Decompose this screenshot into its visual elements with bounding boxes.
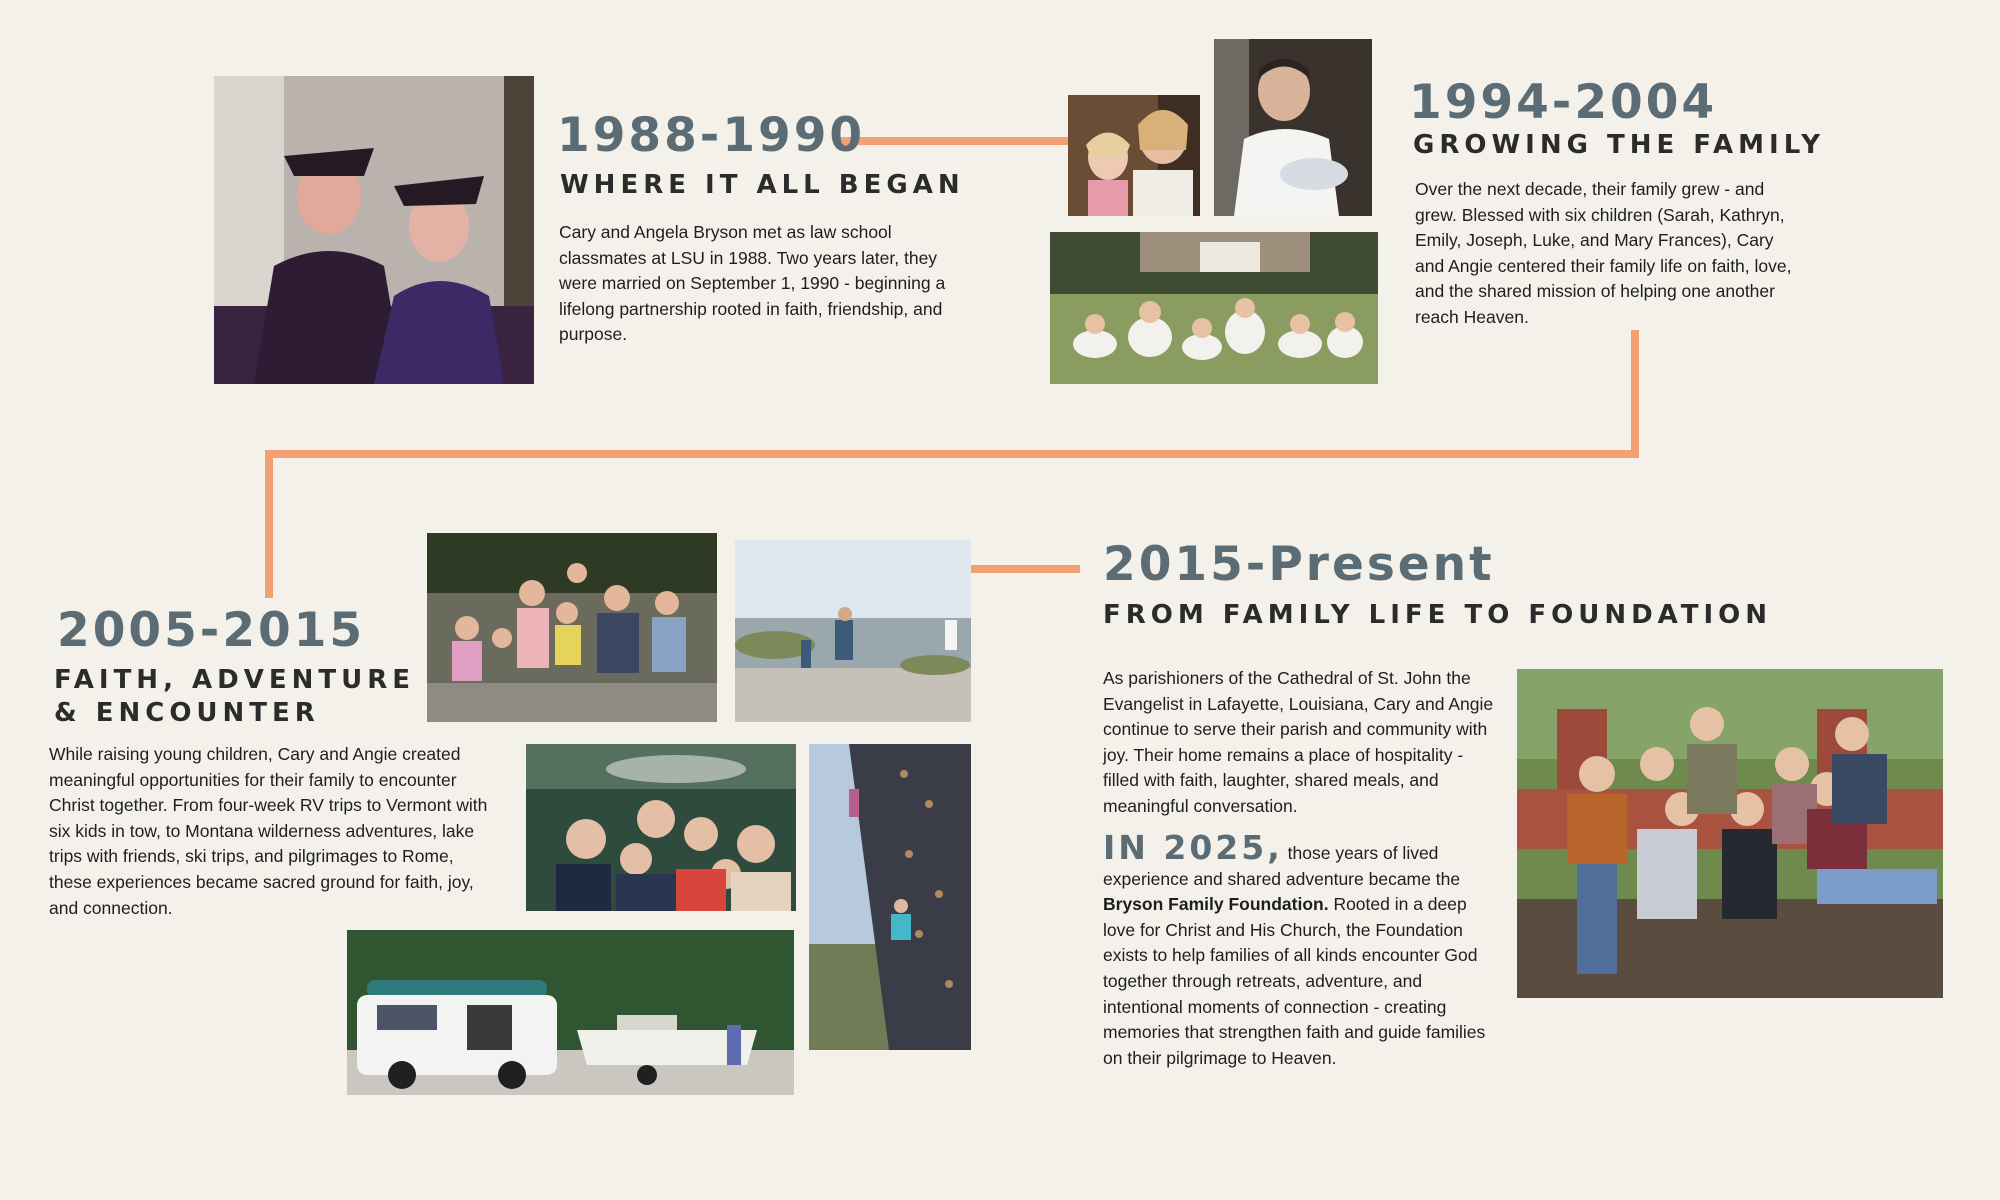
section-2015-year: 2015-Present xyxy=(1103,537,1495,592)
foundation-year-label: IN 2025, xyxy=(1103,828,1283,867)
section-2005-subtitle-line1: FAITH, ADVENTURE xyxy=(54,665,415,695)
foundation-text-b: Rooted in a deep love for Christ and His Church, the Foundation exists to help families of all kinds encounter God together through retreats, adventure, and intentional moments of connection - creating memories that strengthen faith and guide families on their pilgrimage to Heaven. xyxy=(1103,894,1486,1068)
connector-line-3 xyxy=(970,565,1080,573)
connector-line-2-down xyxy=(265,450,273,598)
rock-climbing-wall-photo xyxy=(809,744,971,1050)
beach-walk-photo xyxy=(735,540,971,722)
family-on-rocks-photo xyxy=(427,533,717,722)
father-and-newborn-photo xyxy=(1214,39,1372,216)
section-1988-year: 1988-1990 xyxy=(557,108,866,163)
connector-line-1 xyxy=(838,137,1070,145)
mother-and-baby-photo xyxy=(1068,95,1200,216)
section-2005-year: 2005-2015 xyxy=(57,603,366,658)
foundation-paragraph xyxy=(1103,828,1495,1071)
section-2015-body: As parishioners of the Cathedral of St. John the Evangelist in Lafayette, Louisiana, Cary and Angie continue to serve their parish and community with joy. Their home remains a place of hospitality - filled with faith, laughter, shared meals, and meaningful conversation. xyxy=(1103,668,1494,816)
section-1988-subtitle: WHERE IT ALL BEGAN xyxy=(560,170,965,200)
section-1994-body: Over the next decade, their family grew - and grew. Blessed with six children (Sarah, Kathryn, Emily, Joseph, Luke, and Mary Frances), Cary and Angie centered their family life on faith, love, and the shared mission of helping one another reach Heaven. xyxy=(1415,179,1792,327)
six-children-on-lawn-photo xyxy=(1050,232,1378,384)
rv-and-boat-photo xyxy=(347,930,794,1095)
section-1994-year: 1994-2004 xyxy=(1409,75,1718,130)
foundation-text-a: those years of lived experience and shared adventure became the xyxy=(1103,843,1461,889)
section-2005-subtitle-line2: & ENCOUNTER xyxy=(54,698,320,728)
section-2015-subtitle: FROM FAMILY LIFE TO FOUNDATION xyxy=(1103,600,1773,630)
section-1988-body: Cary and Angela Bryson met as law school classmates at LSU in 1988. Two years later, they were married on September 1, 1990 - beginning a lifelong partnership rooted in faith, friendship, and purpose. xyxy=(559,222,946,345)
section-1994-subtitle: GROWING THE FAMILY xyxy=(1413,130,1826,160)
foundation-name: Bryson Family Foundation. xyxy=(1103,894,1329,915)
family-group-photo xyxy=(1517,669,1943,998)
section-2005-body: While raising young children, Cary and Angie created meaningful opportunities for their family to encounter Christ together. From four-week RV trips to Vermont with six kids in tow, to Montana wilderness adventures, lake trips with friends, ski trips, and pilgrimages to Rome, these experiences became sacred ground for faith, joy, and connection. xyxy=(49,744,488,918)
connector-line-2-vertical xyxy=(1631,330,1639,456)
graduation-photo xyxy=(214,76,534,384)
ski-trip-selfie-photo xyxy=(526,744,796,911)
connector-line-2-horizontal xyxy=(265,450,1639,458)
